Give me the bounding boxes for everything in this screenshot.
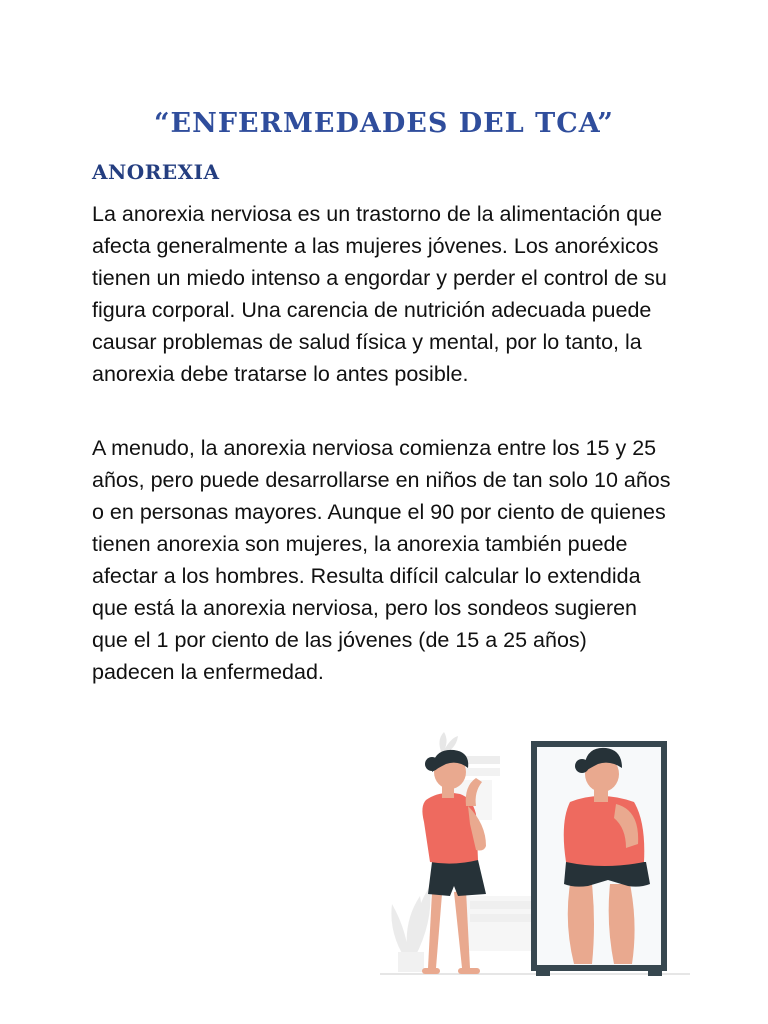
mirror bbox=[534, 744, 664, 976]
mirror-body-image-illustration bbox=[370, 716, 700, 984]
paragraph-2: A menudo, la anorexia nerviosa comienza entre los 15 y 25 años, pero puede desarrollarse en niños de tan solo 10 años o en personas mayores. Aunque el 90 por ciento de quienes tienen anorexia son mujeres, la anorexia también puede afectar a los hombres. Resulta difícil calcular lo extendida que está la anorexia nerviosa, pero los sondeos sugieren que el 1 por ciento de las jóvenes (de 15 a 25 años) padecen la enfermedad. bbox=[92, 436, 671, 684]
section-heading-anorexia: ANOREXIA bbox=[92, 160, 220, 184]
document-title: “ENFERMEDADES DEL TCA” bbox=[154, 108, 614, 139]
paragraph-1: La anorexia nerviosa es un trastorno de la alimentación que afecta generalmente a las mujeres jóvenes. Los anoréxicos tienen un miedo intenso a engordar y perder el control de su figura corporal. Una carencia de nutrición adecuada puede causar problemas de salud física y mental, por lo tanto, la anorexia debe tratarse lo antes posible. bbox=[92, 202, 667, 386]
